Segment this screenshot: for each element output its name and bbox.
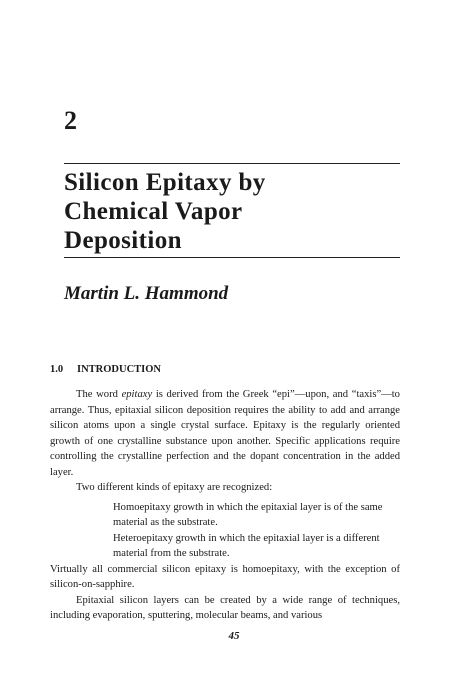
chapter-title — [64, 168, 400, 255]
paragraph-4: Epitaxial silicon layers can be created by a wide range of techniques, including evaporation, sputtering, molecular beams, and various — [50, 594, 400, 621]
paragraph-3: Virtually all commercial silicon epitaxy is homoepitaxy, with the exception of silicon-on-sapphire. — [50, 563, 400, 590]
page-number: 45 — [228, 630, 240, 642]
paragraph-1 — [50, 387, 400, 480]
chapter-number: 2 — [64, 106, 77, 135]
definition-homoepitaxy: Homoepitaxy growth in which the epitaxial layer is of the same material as the substrate. — [113, 501, 383, 528]
chapter-author: Martin L. Hammond — [64, 283, 229, 304]
chapter-title-line-3: Deposition — [64, 227, 182, 254]
chapter-title-line-2: Chemical Vapor — [64, 198, 243, 225]
section-heading — [50, 365, 161, 376]
title-bottom-rule — [64, 257, 400, 258]
body-text — [50, 387, 400, 624]
term-epitaxy: epitaxy — [121, 389, 153, 400]
paragraph-2: Two different kinds of epitaxy are recognized: — [76, 482, 273, 493]
chapter-title-line-1: Silicon Epitaxy by — [64, 169, 266, 196]
paragraph-1-rest: is derived from the Greek “epi”—upon, and “taxis”—to arrange. Thus, epitaxial silicon deposition requires the ability to add and arrange silicon atoms upon a single crystal surface. Epitaxy is the regularly oriented growth of one crystalline substance upon another. Specific applications require controlling the crystalline perfection and the dopant concentration in the added layer. — [50, 389, 400, 478]
paragraph-1-start: The word — [76, 389, 122, 400]
title-top-rule — [64, 163, 400, 164]
section-title: INTRODUCTION — [77, 364, 162, 375]
section-number: 1.0 — [50, 364, 64, 375]
definition-heteroepitaxy: Heteroepitaxy growth in which the epitaxial layer is a different material from the substrate. — [113, 532, 380, 559]
